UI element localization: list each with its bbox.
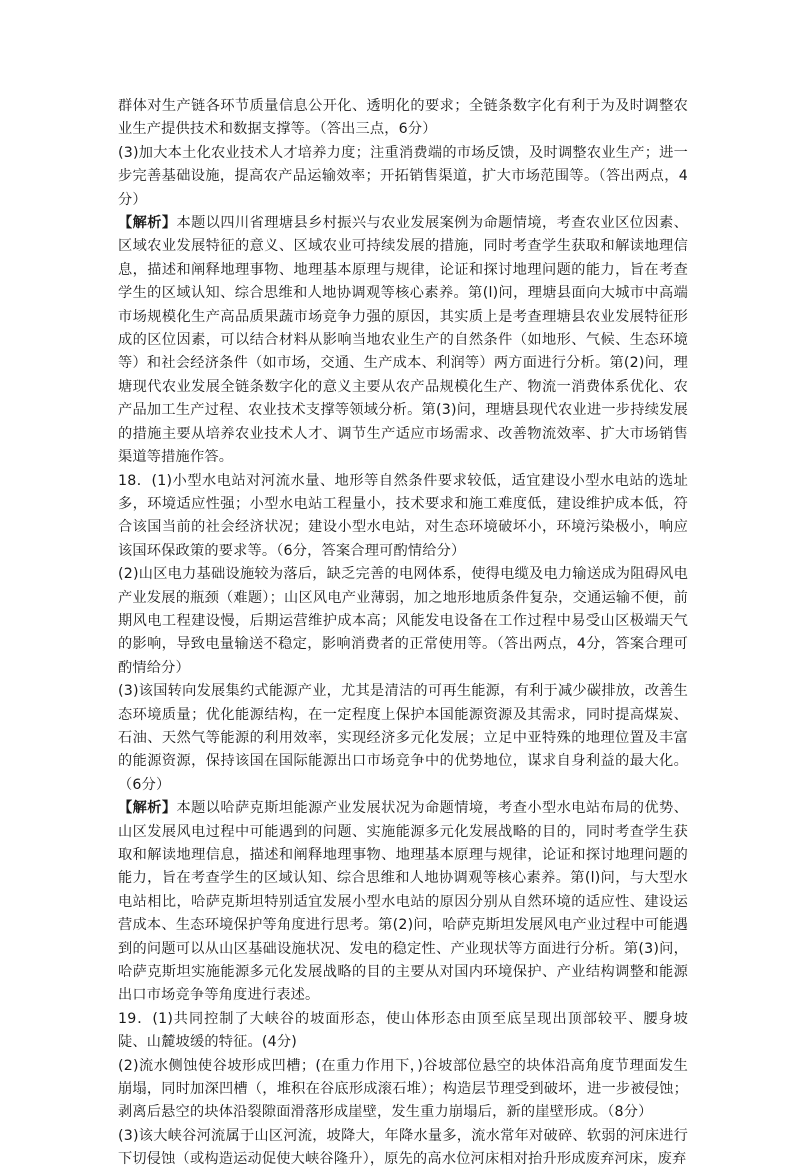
answer-18-3: (3)该国转向发展集约式能源产业，尤其是清洁的可再生能源，有利于减少碳排放，改善生态环境质量；优化能源结构，在一定程度上保护本国能源资源及其需求，同时提高煤炭、石油、天然气等能源的利用效率，实现经济多元化发展；立足中亚特殊的地理位置及丰富的能源资源，保持该国在国际能源出口市场竞争中的优势地位，谋求自身利益的最大化。（6分） (118, 683, 688, 793)
answer-document (118, 95, 688, 1172)
answer-17-2-continued: 群体对生产链各环节质量信息公开化、透明化的要求；全链条数字化有利于为及时调整农业生产提供技术和数据支撑等。（答出三点，6分） (118, 98, 688, 138)
analysis-17-text: 本题以四川省理塘县乡村振兴与农业发展案例为命题情境，考查农业区位因素、区域农业发展特征的意义、区域农业可持续发展的措施，同时考查学生获取和解读地理信息，描述和阐释地理事物、地理基本原理与规律，论证和探讨地理问题的能力，旨在考查学生的区域认知、综合思维和人地协调观等核心素养。第(l)问，理塘县面向大城市中高端市场规模化生产高品质果蔬市场竞争力强的原因，其实质上是考查理塘县农业发展特征形成的区位因素，可以结合材料从影响当地农业生产的自然条件（如地形、气候、生态环境等）和社会经济条件（如市场，交通、生产成本、利润等）两方面进行分析。第(2)问，理塘现代农业发展全链条数字化的意义主要从农产品规模化生产、物流一消费体系优化、农产品加工生产过程、农业技术支撑等领域分析。第(3)问，理塘县现代农业进一步持续发展的措施主要从培养农业技术人才、调节生产适应市场需求、改善物流效率、扩大市场销售渠道等措施作答。 (118, 215, 688, 466)
answer-19-1: 19．(1)共同控制了大峡谷的坡面形态，使山体形态由顶至底呈现出顶部较平、腰身坡陡、山麓坡缓的特征。(4分) (118, 1010, 688, 1051)
answer-18-1: 18．(1)小型水电站对河流水量、地形等自然条件要求较低，适宜建设小型水电站的选址多，环境适应性强；小型水电站工程量小，技术要求和施工难度低，建设维护成本低，符合该国当前的社会经济状况；建设小型水电站，对生态环境破坏小，环境污染极小，响应该国环保政策的要求等。（6分，答案合理可酌情给分） (118, 472, 688, 559)
analysis-18 (118, 797, 688, 1008)
answer-19-2: (2)流水侧蚀使谷坡形成凹槽；(在重力作用下，)谷坡部位悬空的块体沿高角度节理面发生崩塌，同时加深凹槽（，堆积在谷底形成滚石堆）；构造层节理受到破坏，进一步被侵蚀；剥离后悬空的块体沿裂隙面滑落形成崖壁，发生重力崩塌后，新的崖壁形成。（8分） (118, 1057, 688, 1121)
analysis-18-text: 本题以哈萨克斯坦能源产业发展状况为命题情境，考查小型水电站布局的优势、山区发展风电过程中可能遇到的问题、实施能源多元化发展战略的目的，同时考查学生获取和解读地理信息，描述和阐释地理事物、地理基本原理与规律，论证和探讨地理问题的能力，旨在考查学生的区域认知、综合思维和人地协调观等核心素养。第(l)问，与大型水电站相比，哈萨克斯坦特别适宜发展小型水电站的原因分别从自然环境的适应性、建设运营成本、生态环境保护等角度进行思考。第(2)问，哈萨克斯坦发展风电产业过程中可能遇到的问题可以从山区基础设施状况、发电的稳定性、产业现状等方面进行分析。第(3)问，哈萨克斯坦实施能源多元化发展战略的目的主要从对国内环境保护、产业结构调整和能源出口市场竞争等角度进行表述。 (118, 800, 688, 1004)
analysis-label: 【解析】 (118, 800, 177, 817)
analysis-17 (118, 212, 688, 469)
analysis-label: 【解析】 (118, 215, 177, 232)
answer-18-2: (2)山区电力基础设施较为落后，缺乏完善的电网体系，使得电缆及电力输送成为阻碍风电产业发展的瓶颈（难题）；山区风电产业薄弱，加之地形地质条件复杂，交通运输不便，前期风电工程建设慢，后期运营维护成本高；风能发电设备在工作过程中易受山区极端天气的影响，导致电量输送不稳定，影响消费者的正常使用等。（答出两点，4分，答案合理可酌情给分） (118, 566, 688, 676)
answer-17-3: (3)加大本土化农业技术人才培养力度；注重消费端的市场反馈，及时调整农业生产；进一步完善基础设施，提高农产品运输效率；开拓销售渠道，扩大市场范围等。（答出两点，4分） (118, 144, 688, 208)
answer-19-3: (3)该大峡谷河流属于山区河流，坡降大，年降水量多，流水常年对破碎、软弱的河床进行下切侵蚀（或构造运动促使大峡谷隆升），原先的高水位河床相对抬升形成废弃河床，废弃 (118, 1127, 688, 1168)
